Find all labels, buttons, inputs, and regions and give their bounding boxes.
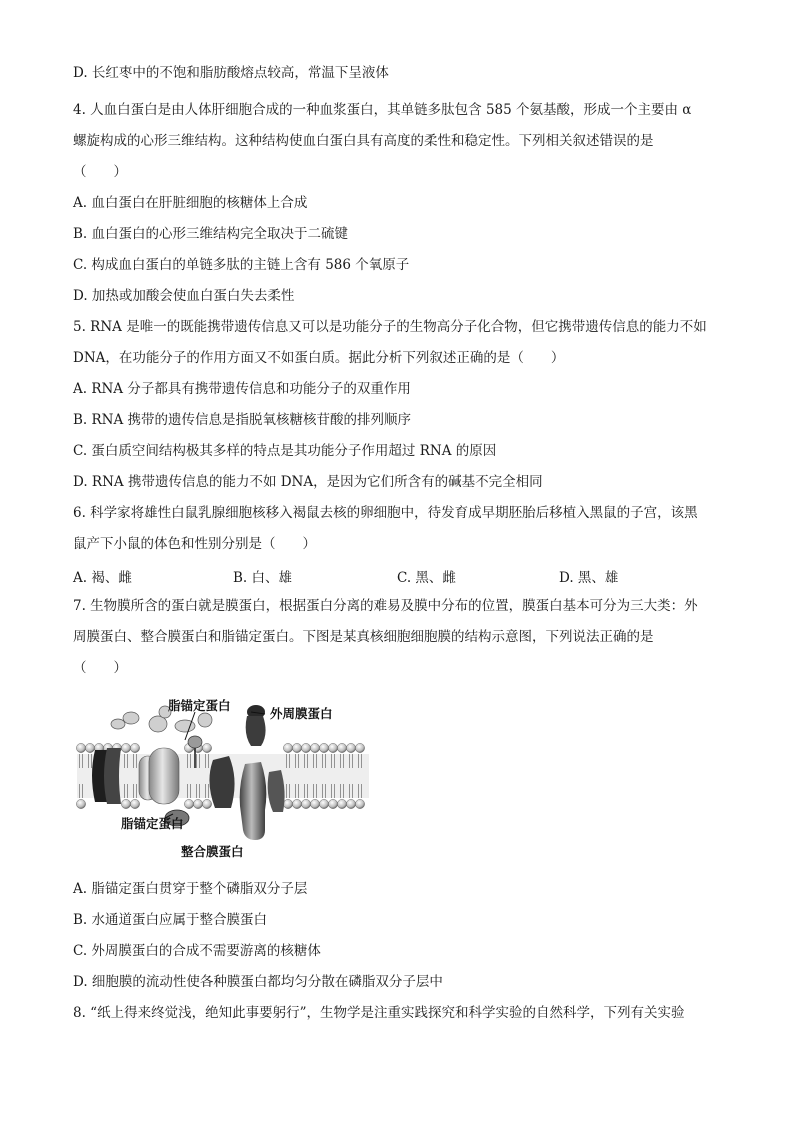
label-lipid-anchored-bottom: 脂锚定蛋白 [121,816,184,831]
phospholipid-head [193,799,202,808]
phospholipid-head [202,799,211,808]
q7-option-d: D. 细胞膜的流动性使各种膜蛋白都均匀分散在磷脂双分子层中 [73,974,443,990]
phospholipid-head [76,743,85,752]
q4-option-d: D. 加热或加酸会使血白蛋白失去柔性 [73,288,295,304]
q5-option-d: D. RNA 携带遗传信息的能力不如 DNA，是因为它们所含有的碱基不完全相同 [73,474,543,490]
phospholipid-head [130,743,139,752]
q6-stem-line2: 鼠产下小鼠的体色和性别分别是（ ） [73,536,316,552]
phospholipid-head [292,799,301,808]
q6-options [73,566,723,586]
q6-option-c: C. 黑、雌 [397,570,456,586]
q6-stem-line1: 6. 科学家将雄性白鼠乳腺细胞核移入褐鼠去核的卵细胞中，待发育成早期胚胎后移植入黑鼠的子宫，该黑 [73,505,698,521]
label-integral-protein: 整合膜蛋白 [181,844,244,859]
phospholipid-head [346,743,355,752]
phospholipid-head [355,799,364,808]
phospholipid-head [337,799,346,808]
phospholipid-head [121,743,130,752]
q3-option-d: D. 长红枣中的不饱和脂肪酸熔点较高，常温下呈液体 [73,65,389,81]
q5-option-b: B. RNA 携带的遗传信息是指脱氧核糖核苷酸的排列顺序 [73,412,412,428]
phospholipid-head [310,799,319,808]
phospholipid-head [121,799,130,808]
peripheral-protein-body [246,716,266,746]
label-peripheral-protein: 外周膜蛋白 [270,706,333,721]
q6-option-a: A. 褐、雌 [73,570,132,586]
q7-stem-line2: 周膜蛋白、整合膜蛋白和脂锚定蛋白。下图是某真核细胞细胞膜的结构示意图，下列说法正确的是 [73,629,654,645]
q4-option-c: C. 构成血白蛋白的单链多肽的主链上含有 586 个氧原子 [73,257,410,273]
phospholipid-head [283,743,292,752]
phospholipid-head [337,743,346,752]
phospholipid-head [328,743,337,752]
q6-option-b: B. 白、雄 [233,570,293,586]
phospholipid-head [184,799,193,808]
membrane-diagram [73,690,373,865]
q8-stem-line1: 8. “纸上得来终觉浅，绝知此事要躬行”，生物学是注重实践探究和科学实验的自然科学，下列有关实验 [73,1005,685,1021]
integral-protein-middle [209,756,234,808]
q7-option-a: A. 脂锚定蛋白贯穿于整个磷脂双分子层 [73,881,308,897]
integral-protein-small [268,770,285,812]
integral-protein-large [149,748,179,804]
phospholipid-head [202,743,211,752]
q7-stem-line1: 7. 生物膜所含的蛋白就是膜蛋白，根据蛋白分离的难易及膜中分布的位置，膜蛋白基本可分为三大类：外 [73,598,698,614]
q4-stem-line2: 螺旋构成的心形三维结构。这种结构使血白蛋白具有高度的柔性和稳定性。下列相关叙述错误的是 [73,133,654,149]
q5-stem-line1: 5. RNA 是唯一的既能携带遗传信息又可以是功能分子的生物高分子化合物，但它携带遗传信息的能力不如 [73,319,707,335]
phospholipid-head [328,799,337,808]
q5-option-a: A. RNA 分子都具有携带遗传信息和功能分子的双重作用 [73,381,411,397]
q4-option-a: A. 血白蛋白在肝脏细胞的核糖体上合成 [73,195,308,211]
phospholipid-head [292,743,301,752]
phospholipid-head [319,799,328,808]
integral-membrane-protein [240,762,267,840]
phospholipid-head [355,743,364,752]
q4-stem-line1: 4. 人血白蛋白是由人体肝细胞合成的一种血浆蛋白，其单链多肽包含 585 个氨基酸，形成一个主要由 α [73,102,692,118]
q7-option-b: B. 水通道蛋白应属于整合膜蛋白 [73,912,268,928]
q4-answer-paren: （ ） [73,164,127,180]
q6-option-d: D. 黑、雄 [559,570,619,586]
q4-option-b: B. 血白蛋白的心形三维结构完全取决于二硫键 [73,226,349,242]
q7-option-c: C. 外周膜蛋白的合成不需要游离的核糖体 [73,943,321,959]
phospholipid-head [310,743,319,752]
phospholipid-head [301,743,310,752]
q5-option-c: C. 蛋白质空间结构极其多样的特点是其功能分子作用超过 RNA 的原因 [73,443,497,459]
label-lipid-anchored-top: 脂锚定蛋白 [168,698,231,713]
membrane-figure [73,690,373,865]
phospholipid-head [130,799,139,808]
phospholipid-head [346,799,355,808]
q5-stem-line2: DNA，在功能分子的作用方面又不如蛋白质。据此分析下列叙述正确的是（ ） [73,350,565,366]
phospholipid-head [319,743,328,752]
phospholipid-head [76,799,85,808]
phospholipid-head [301,799,310,808]
phospholipid-head [283,799,292,808]
q7-answer-paren: （ ） [73,660,127,676]
phospholipid-head [85,743,94,752]
channel-protein-right [104,748,121,804]
lipid-anchored-protein-top [188,736,202,748]
